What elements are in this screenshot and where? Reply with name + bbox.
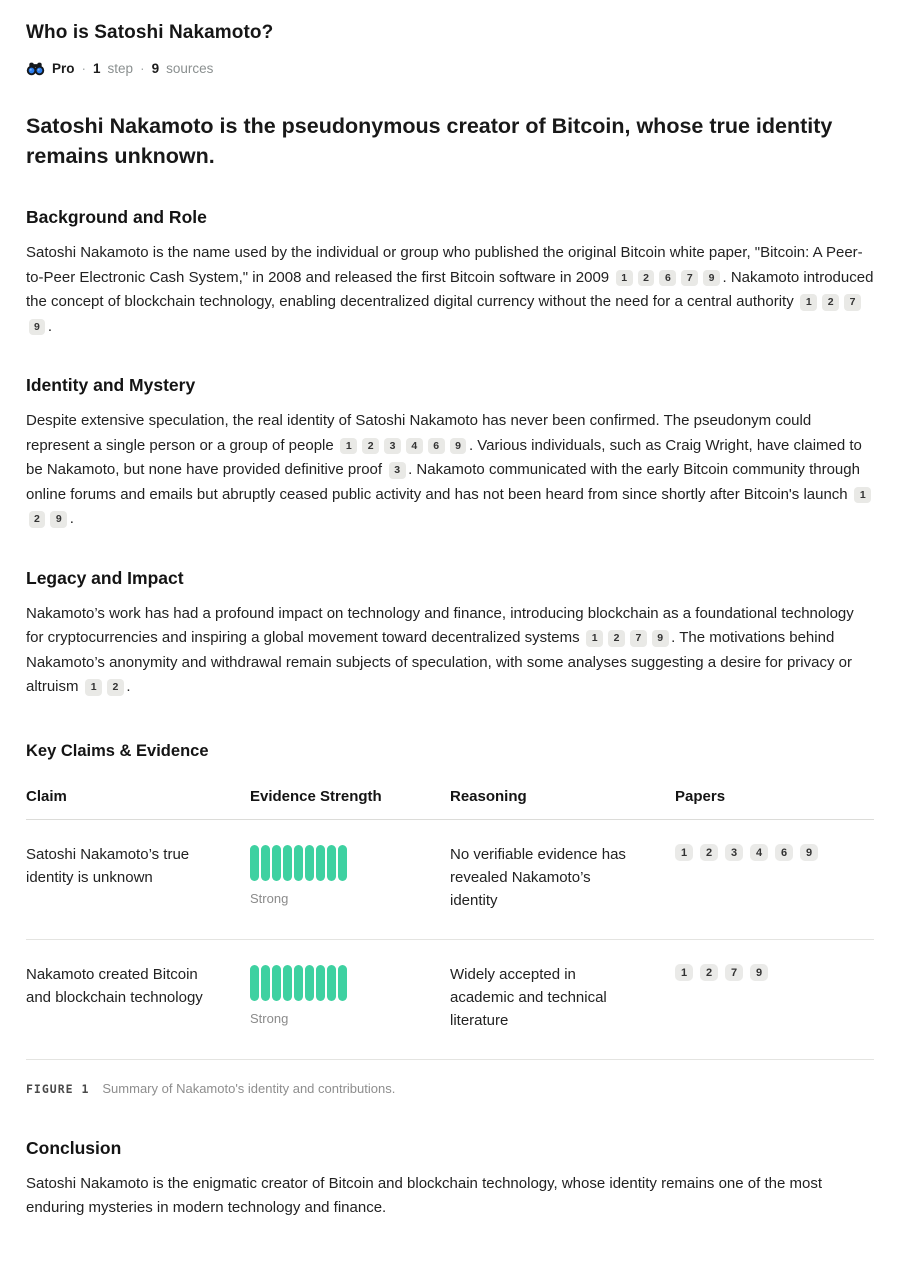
citation-chip[interactable]: 6: [659, 270, 676, 287]
claim-cell: Satoshi Nakamoto’s true identity is unknown: [26, 845, 190, 886]
citation-chip[interactable]: 2: [107, 679, 124, 696]
citation-chip[interactable]: 7: [844, 294, 861, 311]
claims-table: [26, 788, 874, 1060]
figure-caption-text: Summary of Nakamoto's identity and contributions.: [102, 1080, 396, 1096]
paper-chip[interactable]: 6: [775, 844, 793, 861]
strength-bar: [272, 845, 281, 881]
figure-caption: [26, 1081, 874, 1096]
paper-chip[interactable]: 1: [675, 964, 693, 981]
table-row: [26, 940, 874, 1060]
strength-bars: [250, 965, 450, 1001]
strength-bar: [272, 965, 281, 1001]
answer-sections: [26, 207, 874, 700]
column-header: Evidence Strength: [250, 787, 382, 805]
papers-cell: [675, 963, 874, 1032]
step-count: 1: [93, 61, 101, 76]
strength-bar: [250, 845, 259, 881]
separator-dot: ·: [140, 61, 145, 76]
papers-cell: [675, 843, 874, 912]
citation-chip[interactable]: 9: [29, 319, 46, 336]
citation-chip[interactable]: 9: [450, 438, 467, 455]
citation-chip[interactable]: 9: [703, 270, 720, 287]
page-title: Who is Satoshi Nakamoto?: [26, 22, 274, 43]
strength-cell: [250, 963, 450, 1032]
citation-chip[interactable]: 9: [652, 630, 669, 647]
step-label[interactable]: step: [107, 61, 134, 76]
reasoning-cell: Widely accepted in academic and technical literature: [450, 965, 607, 1029]
citation-chip[interactable]: 2: [608, 630, 625, 647]
paper-chip[interactable]: 3: [725, 844, 743, 861]
paper-chip[interactable]: 1: [675, 844, 693, 861]
strength-bar: [294, 845, 303, 881]
section-paragraph: Despite extensive speculation, the real identity of Satoshi Nakamoto has never been confirmed. The pseudonym could represent a single person or a group of people 1 2 3 4 6 9 . Various individuals, such as Craig Wright, have claimed to be Nakamoto, but none have provided definitive proof 3 . Nakamoto communicated with the early Bitcoin community through online forums and emails but abruptly ceased public activity and has not been heard from since shortly after Bitcoin's launch 12 9 .: [26, 409, 874, 532]
strength-bar: [250, 965, 259, 1001]
strength-bar: [338, 965, 347, 1001]
citation-chip[interactable]: 7: [681, 270, 698, 287]
strength-label: Strong: [250, 890, 289, 906]
citation-chip[interactable]: 4: [406, 438, 423, 455]
citation-chip[interactable]: 9: [50, 511, 67, 528]
source-count: 9: [151, 61, 160, 76]
conclusion-text: Satoshi Nakamoto is the enigmatic creator of Bitcoin and blockchain technology, whose identity remains one of the most enduring mysteries in modern technology and finance.: [26, 1174, 822, 1216]
binoculars-icon: [26, 59, 45, 78]
section-heading: Background and Role: [26, 207, 207, 227]
answer-summary: Satoshi Nakamoto is the pseudonymous creator of Bitcoin, whose true identity remains unknown.: [26, 114, 833, 168]
strength-bar: [261, 845, 270, 881]
strength-bar: [294, 965, 303, 1001]
paper-chip[interactable]: 9: [750, 964, 768, 981]
section-paragraph: Satoshi Nakamoto is the name used by the individual or group who published the original Bitcoin white paper, "Bitcoin: A Peer-to-Peer Electronic Cash System," in 2008 and released the first Bitcoin software in 2009 1 2 6 7 9 . Nakamoto introduced the concept of blockchain technology, enabling decentralized digital currency without the need for a central authority 1 2 79 .: [26, 244, 874, 335]
claims-table-body: [26, 820, 874, 1060]
citation-chip[interactable]: 2: [822, 294, 839, 311]
citation-chip[interactable]: 2: [362, 438, 379, 455]
citation-chip[interactable]: 1: [854, 487, 871, 504]
citation-chip[interactable]: 1: [586, 630, 603, 647]
strength-bar: [327, 845, 336, 881]
strength-bar: [316, 845, 325, 881]
strength-bars: [250, 845, 450, 881]
conclusion-heading: Conclusion: [26, 1137, 122, 1158]
paper-chip[interactable]: 9: [800, 844, 818, 861]
strength-bar: [338, 845, 347, 881]
citation-chip[interactable]: 7: [630, 630, 647, 647]
strength-bar: [305, 845, 314, 881]
strength-bar: [283, 845, 292, 881]
paper-chip[interactable]: 2: [700, 844, 718, 861]
citation-chip[interactable]: 1: [800, 294, 817, 311]
strength-bar: [305, 965, 314, 1001]
strength-bar: [261, 965, 270, 1001]
pro-label: Pro: [52, 61, 75, 76]
section-heading: Legacy and Impact: [26, 567, 184, 588]
column-header: Claim: [26, 787, 67, 805]
claim-cell: Nakamoto created Bitcoin and blockchain technology: [26, 965, 203, 1006]
strength-cell: [250, 843, 450, 912]
column-header: Papers: [675, 787, 726, 805]
paper-chip[interactable]: 7: [725, 964, 743, 981]
strength-bar: [316, 965, 325, 1001]
citation-chip[interactable]: 6: [428, 438, 445, 455]
figure-label: FIGURE 1: [26, 1081, 90, 1096]
citation-chip[interactable]: 1: [340, 438, 357, 455]
reasoning-cell: No verifiable evidence has revealed Nakamoto’s identity: [450, 845, 626, 909]
citation-chip[interactable]: 3: [389, 462, 406, 479]
strength-bar: [283, 965, 292, 1001]
paper-chip[interactable]: 4: [750, 844, 768, 861]
separator-dot: ·: [81, 61, 87, 76]
claims-heading: Key Claims & Evidence: [26, 741, 209, 760]
citation-chip[interactable]: 3: [384, 438, 401, 455]
citation-chip[interactable]: 1: [85, 679, 102, 696]
sources-label[interactable]: sources: [166, 61, 214, 76]
meta-row: [26, 59, 874, 78]
paper-chip[interactable]: 2: [700, 964, 718, 981]
table-row: [26, 820, 874, 940]
section-heading: Identity and Mystery: [26, 375, 196, 395]
strength-bar: [327, 965, 336, 1001]
section-paragraph: Nakamoto’s work has had a profound impact on technology and finance, introducing blockchain as a foundational technology for cryptocurrencies and inspiring a global movement toward decentralized systems 1 2 7 9 . The motivations behind Nakamoto’s anonymity and withdrawal remain subjects of speculation, with some analyses suggesting a desire for privacy or altruism 1 2 .: [26, 604, 854, 695]
citation-chip[interactable]: 2: [638, 270, 655, 287]
citation-chip[interactable]: 1: [616, 270, 633, 287]
column-header: Reasoning: [450, 787, 527, 805]
strength-label: Strong: [250, 1010, 289, 1026]
claims-table-header: [26, 788, 874, 820]
citation-chip[interactable]: 2: [29, 511, 46, 528]
